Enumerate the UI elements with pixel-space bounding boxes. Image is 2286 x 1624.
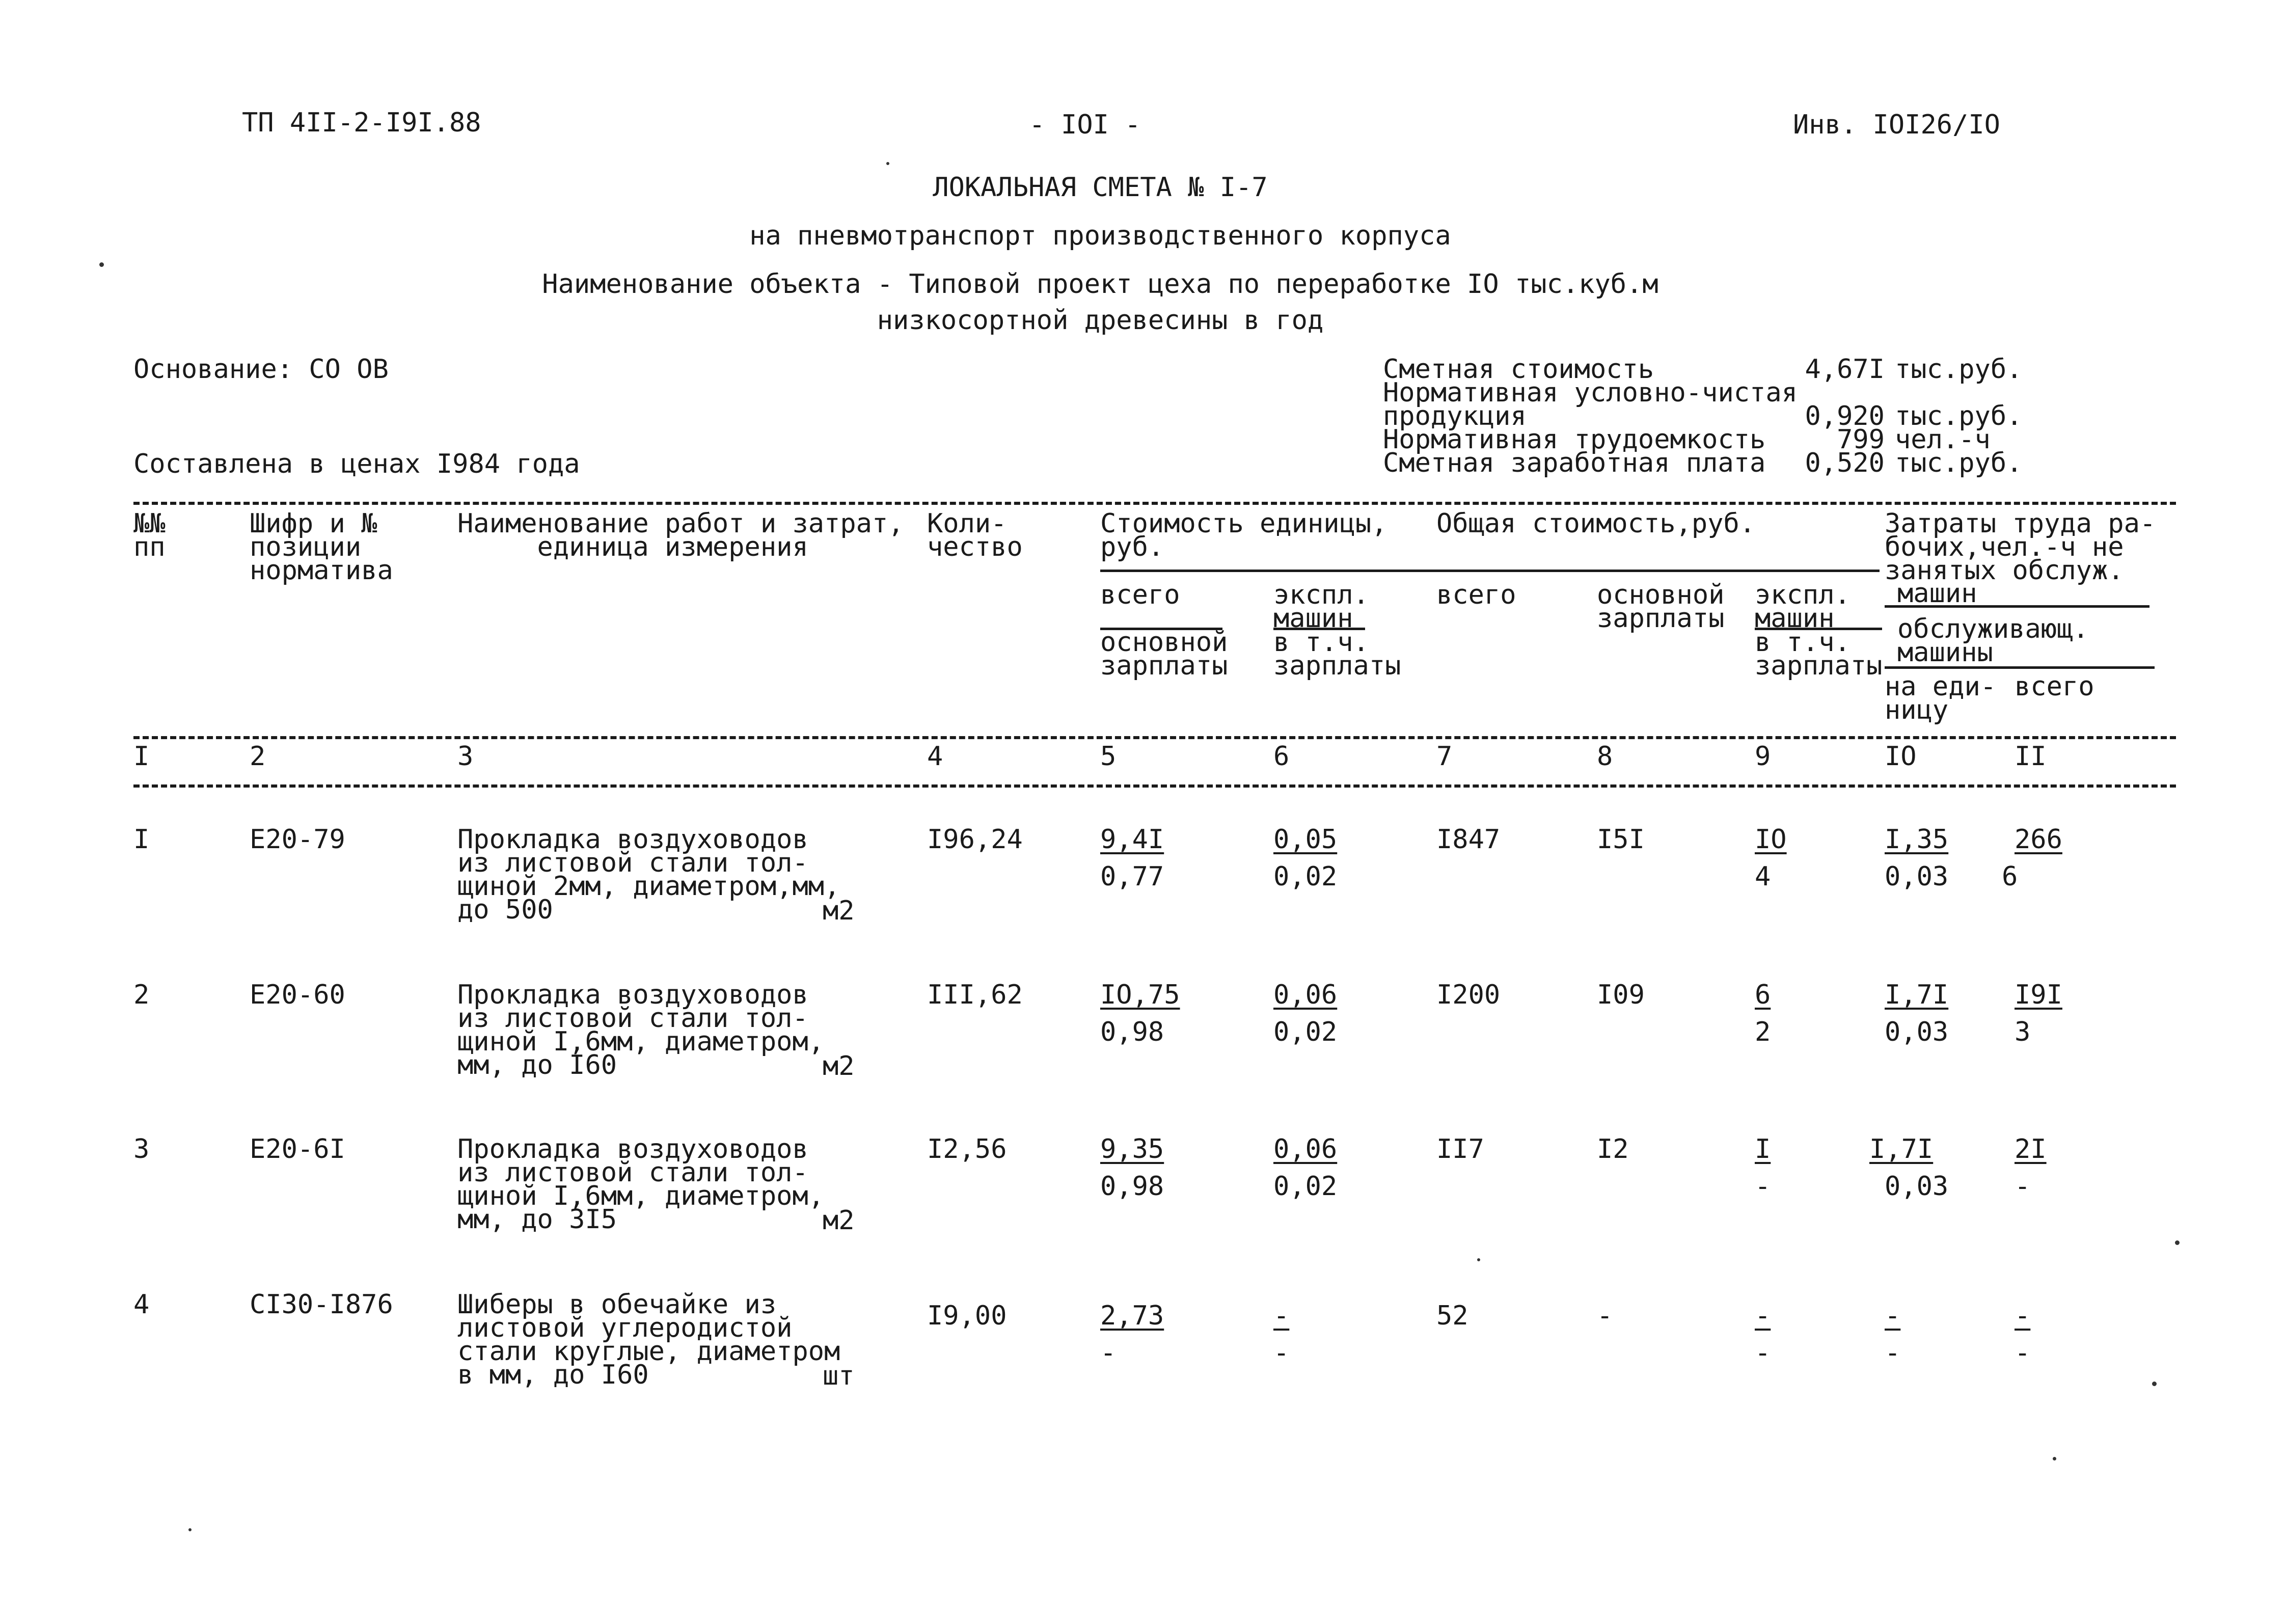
- total-machines: 6: [1755, 980, 1771, 1010]
- row-number: I: [133, 824, 150, 855]
- total-machines: I: [1755, 1134, 1771, 1165]
- row-number: 3: [133, 1134, 150, 1165]
- unit-of-measure: шт: [823, 1361, 855, 1391]
- unit-cost-machine-wages: 0,02: [1273, 1017, 1338, 1047]
- total-wages: I5I: [1597, 824, 1645, 855]
- unit-cost-machines: 0,06: [1273, 980, 1338, 1010]
- total-cost: II7: [1436, 1134, 1484, 1165]
- summary-value: 0,520: [1805, 448, 1885, 478]
- summary-label: продукция: [1383, 401, 1527, 431]
- labor-per-unit: I,7I: [1869, 1134, 1934, 1165]
- quantity: I9,00: [927, 1301, 1007, 1331]
- col-header-number: №№ пп: [133, 508, 166, 562]
- norm-code: СI30-I876: [250, 1289, 393, 1320]
- norm-code: Е20-60: [250, 980, 345, 1010]
- labor-total-machines: -: [2015, 1171, 2031, 1202]
- unit-cost-machines: 0,05: [1273, 824, 1338, 855]
- total-machine-wages: 4: [1755, 861, 1771, 892]
- column-number: IO: [1885, 741, 1917, 772]
- labor-total: 266: [2015, 824, 2062, 855]
- col-header-unit-cost: Стоимость единицы, руб.: [1100, 508, 1387, 562]
- column-number: 5: [1100, 741, 1117, 772]
- header-rule: [1885, 605, 2149, 608]
- table-top-rule: [133, 502, 2176, 505]
- total-cost: 52: [1436, 1301, 1468, 1331]
- scan-speck: [2175, 1240, 2180, 1245]
- unit-cost-machine-wages: -: [1273, 1338, 1290, 1368]
- unit-cost-machine-wages: 0,02: [1273, 861, 1338, 892]
- col-header-9-top: экспл. машин: [1755, 580, 1850, 634]
- unit-of-measure: м2: [823, 1051, 855, 1081]
- scan-speck: [188, 1528, 192, 1531]
- summary-label: Сметная заработная плата: [1383, 448, 1766, 478]
- summary-value: 4,67I: [1805, 354, 1885, 385]
- unit-cost-wages: 0,77: [1100, 861, 1164, 892]
- quantity: I96,24: [927, 824, 1023, 855]
- norm-code: Е20-6I: [250, 1134, 345, 1165]
- work-name: Шиберы в обечайке из листовой углеродистой стали круглые, диаметром в мм, до I60: [457, 1289, 840, 1390]
- col-header-5-top: всего: [1100, 580, 1180, 610]
- work-name: Прокладка воздуховодов из листовой стали тол- щиной I,6мм, диаметром, мм, до I60: [457, 980, 825, 1080]
- labor-per-unit: I,7I: [1885, 980, 1949, 1010]
- object-name-line-2: низкосортной древесины в год: [877, 305, 1324, 336]
- scan-speck: [2152, 1382, 2157, 1386]
- total-machine-wages: 2: [1755, 1017, 1771, 1047]
- page-number: - IOI -: [1029, 110, 1141, 140]
- scan-speck: [886, 162, 889, 165]
- col-header-8: основной зарплаты: [1597, 580, 1725, 634]
- total-machines: IO: [1755, 824, 1787, 855]
- quantity: III,62: [927, 980, 1023, 1010]
- labor-per-unit-machines: 0,03: [1885, 861, 1949, 892]
- row-number: 2: [133, 980, 150, 1010]
- column-number: 4: [927, 741, 943, 772]
- unit-cost-total: 9,35: [1100, 1134, 1164, 1165]
- summary-unit: тыс.руб.: [1895, 401, 2023, 431]
- labor-per-unit-machines: 0,03: [1885, 1171, 1949, 1202]
- scan-speck: [1477, 1258, 1480, 1261]
- labor-total: I9I: [2015, 980, 2062, 1010]
- estimate-subject: на пневмотранспорт производственного корпуса: [749, 221, 1451, 251]
- col-header-code: Шифр и № позиции норматива: [250, 508, 393, 586]
- unit-cost-total: IO,75: [1100, 980, 1180, 1010]
- total-cost: I847: [1436, 824, 1501, 855]
- summary-unit: тыс.руб.: [1895, 448, 2023, 478]
- total-wages: -: [1597, 1301, 1613, 1331]
- labor-total: 2I: [2015, 1134, 2047, 1165]
- unit-of-measure: м2: [823, 896, 855, 926]
- labor-total-machines: -: [2015, 1338, 2031, 1368]
- scan-speck: [2053, 1457, 2056, 1460]
- labor-per-unit: I,35: [1885, 824, 1949, 855]
- labor-total-machines: 6: [2002, 861, 2018, 892]
- labor-total-machines: 3: [2015, 1017, 2031, 1047]
- labor-per-unit-machines: 0,03: [1885, 1017, 1949, 1047]
- work-name: Прокладка воздуховодов из листовой стали тол- щиной 2мм, диаметром,мм, до 500: [457, 824, 840, 925]
- header-rule: [1885, 666, 2155, 669]
- column-number: 2: [250, 741, 266, 772]
- inventory-number: Инв. IOI26/IO: [1793, 110, 2000, 140]
- quantity: I2,56: [927, 1134, 1007, 1165]
- project-code: ТП 4II-2-I9I.88: [242, 107, 481, 138]
- unit-cost-machine-wages: 0,02: [1273, 1171, 1338, 1202]
- column-number: 6: [1273, 741, 1290, 772]
- summary-value: 0,920: [1805, 401, 1885, 431]
- prices-year: Составлена в ценах I984 года: [133, 449, 580, 479]
- col-header-labor: Затраты труда ра- бочих,чел.-ч не занятых обслуж.: [1885, 508, 2156, 586]
- column-number: 8: [1597, 741, 1613, 772]
- col-header-work-name: Наименование работ и затрат, единица измерения: [457, 508, 904, 562]
- unit-cost-wages: 0,98: [1100, 1017, 1164, 1047]
- total-machine-wages: -: [1755, 1171, 1771, 1202]
- work-name: Прокладка воздуховодов из листовой стали тол- щиной I,6мм, диаметром, мм, до 3I5: [457, 1134, 825, 1235]
- summary-label: Нормативная трудоемкость: [1383, 424, 1766, 455]
- col-header-quantity: Коли- чество: [927, 508, 1023, 562]
- summary-unit: тыс.руб.: [1895, 354, 2023, 385]
- summary-label: Сметная стоимость: [1383, 354, 1654, 385]
- row-number: 4: [133, 1289, 150, 1320]
- column-number: 9: [1755, 741, 1771, 772]
- labor-total: -: [2015, 1301, 2031, 1331]
- column-number: I: [133, 741, 150, 772]
- total-machines: -: [1755, 1301, 1771, 1331]
- col-header-11: всего: [2015, 671, 2094, 702]
- unit-of-measure: м2: [823, 1205, 855, 1236]
- unit-cost-wages: 0,98: [1100, 1171, 1164, 1202]
- col-header-7: всего: [1436, 580, 1516, 610]
- unit-cost-machines: 0,06: [1273, 1134, 1338, 1165]
- column-number: 7: [1436, 741, 1453, 772]
- summary-value: 799: [1837, 424, 1885, 455]
- total-wages: I2: [1597, 1134, 1629, 1165]
- unit-cost-wages: -: [1100, 1338, 1117, 1368]
- scan-speck: [99, 262, 104, 267]
- unit-cost-machines: -: [1273, 1301, 1290, 1331]
- col-header-6-top: экспл. машин: [1273, 580, 1369, 634]
- column-number-rule: [133, 784, 2176, 788]
- total-cost: I200: [1436, 980, 1501, 1010]
- column-number: II: [2015, 741, 2047, 772]
- object-name-line-1: Наименование объекта - Типовой проект цеха по переработке IO тыс.куб.м: [542, 269, 1658, 300]
- column-number: 3: [457, 741, 474, 772]
- estimate-heading: ЛОКАЛЬНАЯ СМЕТА № I-7: [933, 172, 1268, 203]
- estimate-basis: Основание: СО ОВ: [133, 354, 389, 385]
- norm-code: Е20-79: [250, 824, 345, 855]
- header-bottom-rule: [133, 736, 2176, 739]
- col-header-10-11-top: обслуживающ. машины: [1897, 614, 2089, 668]
- unit-cost-total: 2,73: [1100, 1301, 1164, 1331]
- header-rule: [1100, 570, 1880, 572]
- unit-cost-total: 9,4I: [1100, 824, 1164, 855]
- summary-unit: чел.-ч: [1895, 424, 1991, 455]
- labor-per-unit: -: [1885, 1301, 1901, 1331]
- col-header-10: на еди- ницу: [1885, 671, 1997, 725]
- col-header-total-cost: Общая стоимость,руб.: [1436, 508, 1756, 539]
- col-header-labor-machines: машин: [1897, 578, 1977, 609]
- labor-per-unit-machines: -: [1885, 1338, 1901, 1368]
- summary-label: Нормативная условно-чистая: [1383, 377, 1798, 408]
- col-header-9-bottom: в т.ч. зарплаты: [1755, 627, 1883, 681]
- col-header-5-bottom: основной зарплаты: [1100, 627, 1228, 681]
- total-machine-wages: -: [1755, 1338, 1771, 1368]
- col-header-6-bottom: в т.ч. зарплаты: [1273, 627, 1401, 681]
- total-wages: I09: [1597, 980, 1645, 1010]
